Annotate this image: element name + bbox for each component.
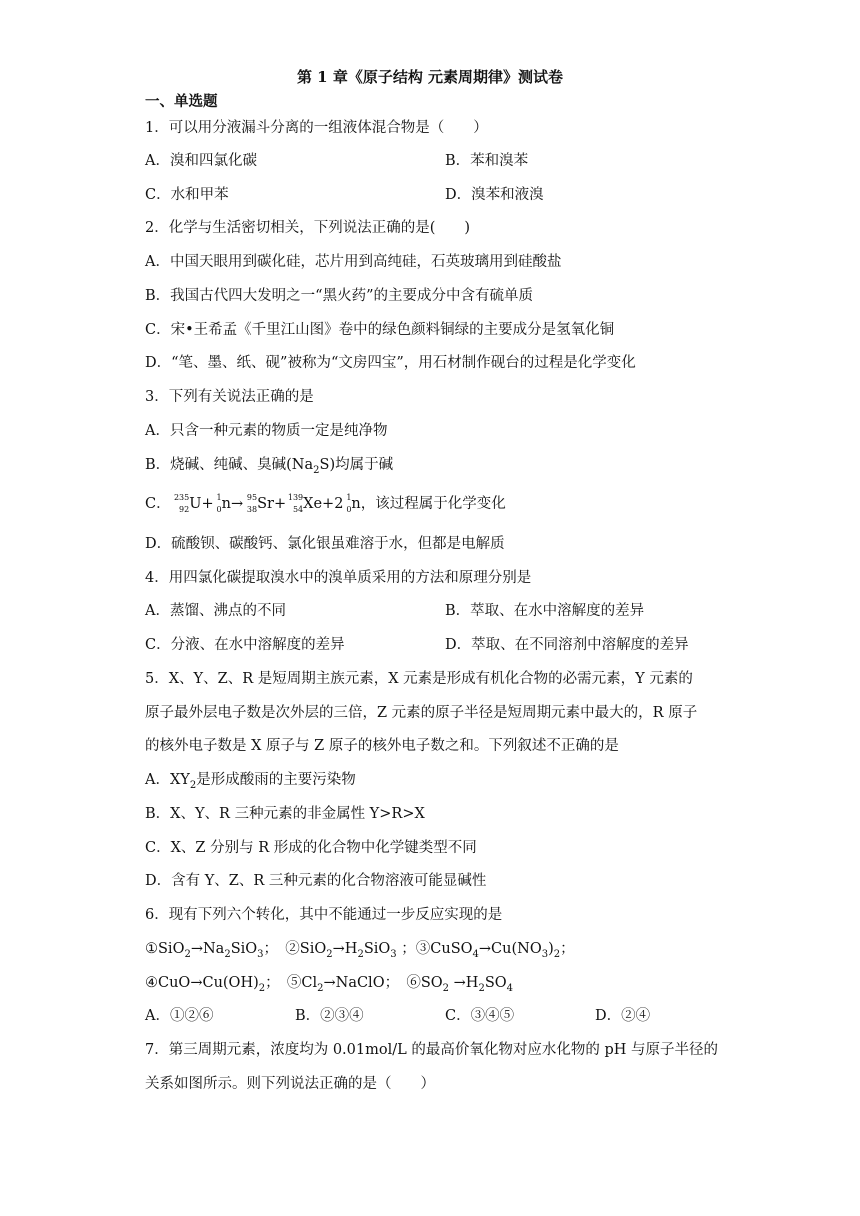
section-heading: 一、单选题 bbox=[145, 93, 218, 110]
question-2-option-d: D．“笔、墨、纸、砚”被称为“文房四宝”，用石材制作砚台的过程是化学变化 bbox=[145, 355, 636, 371]
question-6-stem: 6．现有下列六个转化，其中不能通过一步反应实现的是 bbox=[145, 907, 503, 923]
question-3-option-a: A．只含一种元素的物质一定是纯净物 bbox=[145, 423, 388, 439]
question-6-option-b: B．②③④ bbox=[295, 1008, 364, 1024]
question-6-reactions-row-2: $④CuO\to Cu(OH)_2$； $⑤Cl_2\to NaClO$； $⑥SO_2 \to H_2SO_4$ bbox=[145, 975, 514, 994]
nuclide-u235: 235 92 bbox=[173, 493, 190, 514]
question-5-option-b: B．X、Y、R 三种元素的非金属性 Y>R>X bbox=[145, 806, 425, 822]
question-3-option-b: B．烧碱、纯碱、臭碱$(Na_2S)$均属于碱 bbox=[145, 457, 394, 476]
nuclide-neutron: 1 0 bbox=[216, 493, 222, 514]
question-6-reactions-row-1: $①SiO_2\to Na_2SiO_3$； $②SiO_2\to H_2SiO_3$ ；$③CuSO_4\to Cu(NO_3)_2$； bbox=[145, 941, 575, 960]
question-1-option-c: C．水和甲苯 bbox=[145, 187, 229, 203]
question-5-option-a: A．$XY_2$是形成酸雨的主要污染物 bbox=[145, 772, 356, 791]
question-3-option-c: C． 235 92 U+ 1 0 n→ 95 38 Sr+ 139 54 Xe+2 1 0 n，该过程属于化学变化 bbox=[145, 493, 506, 514]
question-2-stem: 2．化学与生活密切相关，下列说法正确的是( ) bbox=[145, 220, 471, 236]
question-5-option-c: C．X、Z 分别与 R 形成的化合物中化学键类型不同 bbox=[145, 840, 477, 856]
question-6-option-d: D．②④ bbox=[595, 1008, 651, 1024]
question-2-option-a: A．中国天眼用到碳化硅，芯片用到高纯硅，石英玻璃用到硅酸盐 bbox=[145, 254, 562, 270]
nuclide-neutron-2: 1 0 bbox=[346, 493, 352, 514]
question-3-option-d: D．硫酸钡、碳酸钙、氯化银虽难溶于水，但都是电解质 bbox=[145, 536, 505, 552]
question-2-option-b: B．我国古代四大发明之一“黑火药”的主要成分中含有硫单质 bbox=[145, 288, 533, 304]
question-5-option-d: D．含有 Y、Z、R 三种元素的化合物溶液可能显碱性 bbox=[145, 873, 487, 889]
question-6-option-a: A．①②⑥ bbox=[145, 1008, 214, 1024]
question-4-option-b: B．萃取、在水中溶解度的差异 bbox=[445, 603, 645, 619]
question-7-stem-line-1: 7．第三周期元素，浓度均为 0.01mol/L 的最高价氧化物对应水化物的 pH 与原子半径的 bbox=[145, 1042, 719, 1058]
question-1-option-a: A．溴和四氯化碳 bbox=[145, 153, 257, 169]
question-4-option-c: C．分液、在水中溶解度的差异 bbox=[145, 637, 345, 653]
question-5-stem-line-3: 的核外电子数是 X 原子与 Z 原子的核外电子数之和。下列叙述不正确的是 bbox=[145, 738, 619, 754]
nuclide-xe139: 139 54 bbox=[287, 493, 304, 514]
page-title: 第 1 章《原子结构 元素周期律》测试卷 bbox=[296, 68, 564, 86]
question-1-option-b: B．苯和溴苯 bbox=[445, 153, 529, 169]
question-7-stem-line-2: 关系如图所示。则下列说法正确的是（ ） bbox=[145, 1076, 435, 1092]
question-1-stem: 1．可以用分液漏斗分离的一组液体混合物是（ ） bbox=[145, 120, 488, 136]
question-5-stem-line-2: 原子最外层电子数是次外层的三倍，Z 元素的原子半径是短周期元素中最大的，R 原子 bbox=[145, 705, 698, 721]
question-6-option-c: C．③④⑤ bbox=[445, 1008, 515, 1024]
question-1-option-d: D．溴苯和液溴 bbox=[445, 187, 544, 203]
nuclide-sr95: 95 38 bbox=[246, 493, 258, 514]
question-4-option-d: D．萃取、在不同溶剂中溶解度的差异 bbox=[445, 637, 689, 653]
question-4-stem: 4．用四氯化碳提取溴水中的溴单质采用的方法和原理分别是 bbox=[145, 570, 532, 586]
question-2-option-c: C．宋•王希孟《千里江山图》卷中的绿色颜料铜绿的主要成分是氢氧化铜 bbox=[145, 322, 615, 338]
question-4-option-a: A．蒸馏、沸点的不同 bbox=[145, 603, 286, 619]
question-3-stem: 3．下列有关说法正确的是 bbox=[145, 389, 314, 405]
question-5-stem-line-1: 5．X、Y、Z、R 是短周期主族元素，X 元素是形成有机化合物的必需元素，Y 元素的 bbox=[145, 671, 693, 687]
